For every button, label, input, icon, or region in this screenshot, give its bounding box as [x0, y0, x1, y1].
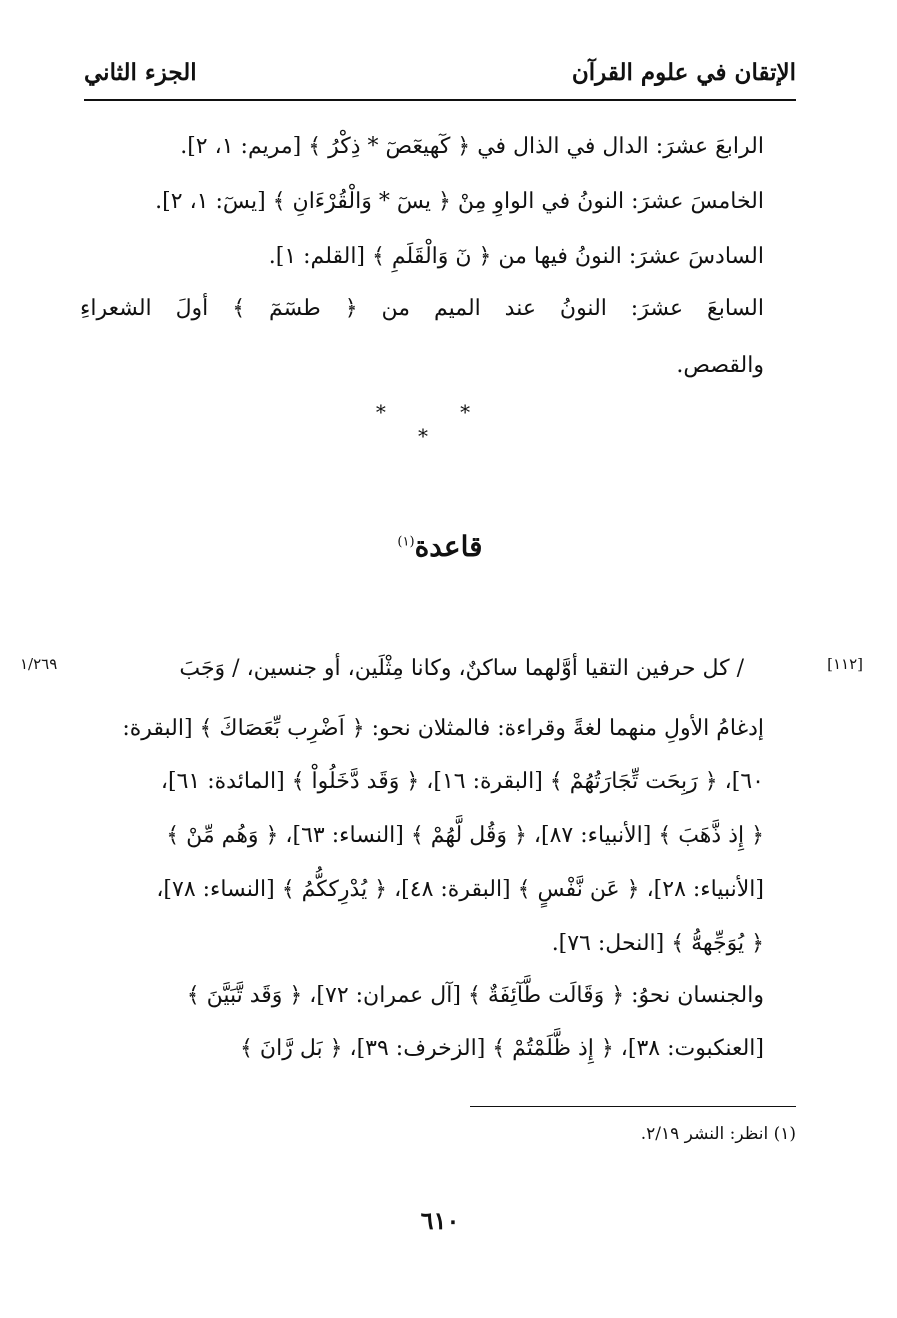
text-line: الرابعَ عشرَ: الدال في الذال في ﴿ كٓهيعٓصٓ * ذِكْرُ ﴾ [مريم: ١، ٢].	[180, 134, 764, 159]
book-title: الإتقان في علوم القرآن	[571, 58, 796, 86]
footnote: (١) انظر: النشر ٢/١٩.	[640, 1124, 796, 1144]
text-line: إدغامُ الأولِ منهما لغةً وقراءة: فالمثلان نحو: ﴿ اَضْرِب بِّعَصَاكَ ﴾ [البقرة:	[122, 716, 764, 741]
page-number: ٦١٠	[420, 1206, 460, 1235]
text-line: ٦٠]، ﴿ رَبِحَت تِّجَارَتُهُمْ ﴾ [البقرة: ١٦]، ﴿ وَقَد دَّخَلُواْ ﴾ [المائدة: ٦١]،	[160, 769, 764, 794]
header-rule	[84, 99, 796, 101]
section-separator: * * *	[375, 400, 505, 448]
text-line: / كل حرفين التقيا أوَّلهما ساكنٌ، وكانا مِثْلَين، أو جنسين، / وَجَبَ	[179, 656, 744, 681]
text-line: السابعَ عشرَ: النونُ عند الميم من ﴿ طسٓمٓ ﴾ أولَ الشعراءِ	[80, 296, 764, 321]
margin-volume-ref: ١/٢٦٩	[20, 655, 58, 673]
text-line: والقصص.	[676, 353, 764, 378]
text-line: السادسَ عشرَ: النونُ فيها من ﴿ نٓ وَالْقَلَمِ ﴾ [القلم: ١].	[268, 244, 764, 269]
text-line: [الأنبياء: ٢٨]، ﴿ عَن نَّفْسٍ ﴾ [البقرة: ٤٨]، ﴿ يُدْرِككُّمُ ﴾ [النساء: ٧٨]،	[156, 877, 764, 902]
volume-label: الجزء الثاني	[84, 58, 197, 86]
running-header	[84, 52, 796, 92]
footnote-rule	[470, 1106, 796, 1107]
text-line: والجنسان نحوُ: ﴿ وَقَالَت طَّآئِفَةٌ ﴾ [آل عمران: ٧٢]، ﴿ وَقَد تَّبَيَّنَ ﴾	[186, 983, 764, 1008]
text-line: [العنكبوت: ٣٨]، ﴿ إِذ ظَّلَمْتُمْ ﴾ [الزخرف: ٣٩]، ﴿ بَل رَّانَ ﴾	[240, 1036, 764, 1061]
section-title	[300, 530, 580, 563]
margin-page-ref: [١١٢]	[827, 655, 863, 673]
text-line: ﴿ إِذ ذَّهَبَ ﴾ [الأنبياء: ٨٧]، ﴿ وَقُل لَّهُمْ ﴾ [النساء: ٦٣]، ﴿ وَهُم مِّنْ ﴾	[166, 823, 764, 848]
text-line: ﴿ يُوَجِّههُّ ﴾ [النحل: ٧٦].	[551, 931, 764, 956]
section-title-text: قاعدة	[414, 530, 483, 563]
footnote-ref: (١)	[397, 534, 415, 550]
text-line: الخامسَ عشرَ: النونُ في الواوِ مِنْ ﴿ يسٓ * وَالْقُرْءَانِ ﴾ [يسٓ: ١، ٢].	[155, 189, 764, 214]
